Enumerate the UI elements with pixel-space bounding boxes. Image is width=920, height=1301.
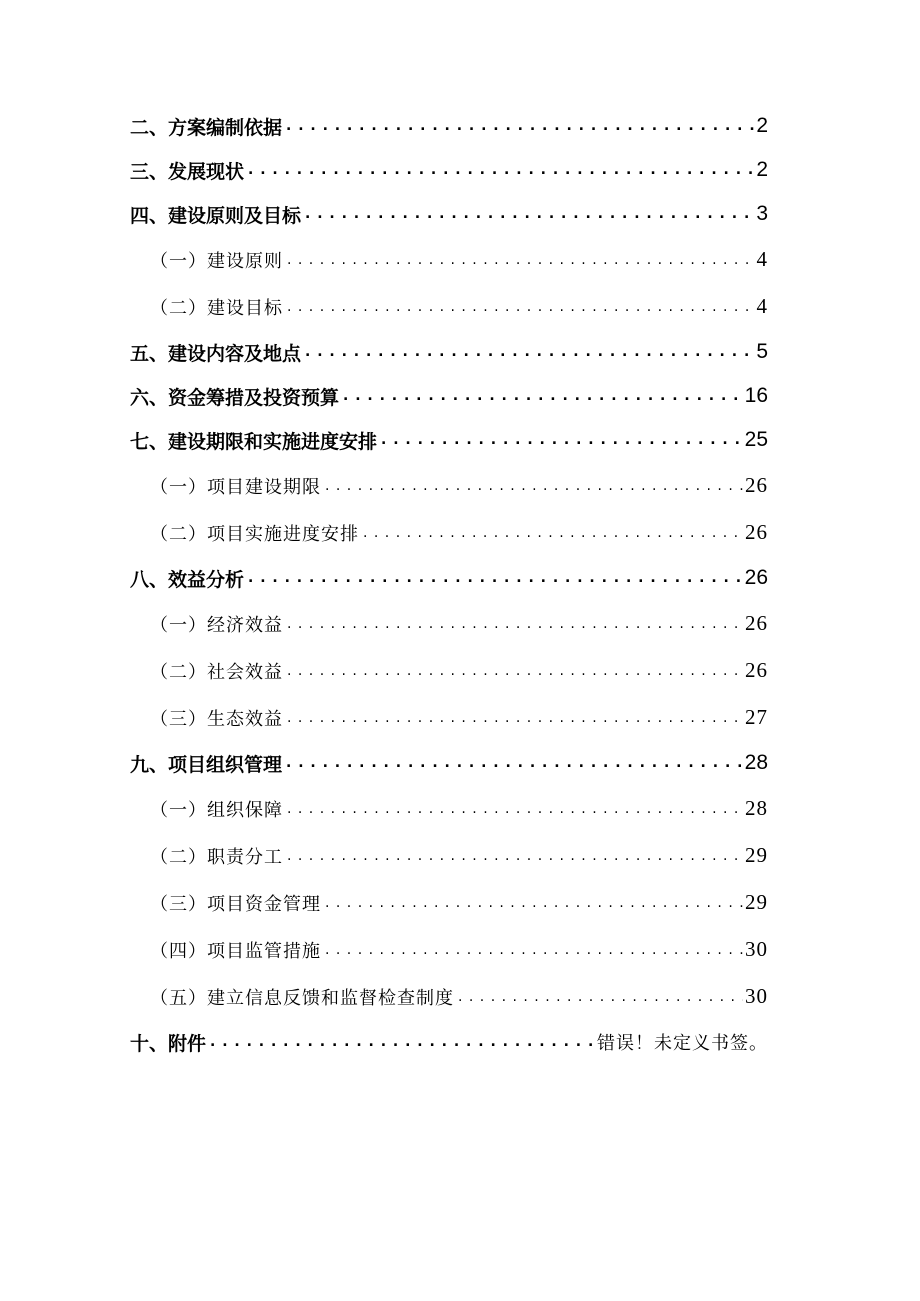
toc-entry-title: 十、附件 bbox=[130, 1029, 210, 1056]
toc-dot-leader bbox=[287, 300, 755, 314]
toc-entry-title: （二）项目实施进度安排 bbox=[150, 520, 363, 546]
toc-entry-title: （一）建设原则 bbox=[150, 247, 287, 273]
toc-entry-title: 二、方案编制依据 bbox=[130, 113, 286, 140]
toc-entry-title: 八、效益分析 bbox=[130, 565, 248, 592]
toc-entry-title: （五）建立信息反馈和监督检查制度 bbox=[150, 984, 458, 1010]
toc-subsection-entry[interactable] bbox=[130, 926, 768, 973]
toc-entry-title: （三）项目资金管理 bbox=[150, 890, 325, 916]
toc-entry-page-number: 26 bbox=[745, 473, 768, 497]
toc-entry-page-number: 29 bbox=[745, 843, 768, 867]
toc-entry-page-number: 26 bbox=[744, 566, 768, 589]
toc-section-entry[interactable] bbox=[130, 148, 768, 192]
toc-entry-title: （一）项目建设期限 bbox=[150, 473, 325, 499]
toc-dot-leader bbox=[287, 664, 743, 678]
toc-dot-leader bbox=[305, 207, 754, 221]
toc-dot-leader bbox=[305, 345, 754, 359]
toc-entry-page-number: 2 bbox=[756, 158, 768, 181]
toc-section-entry[interactable] bbox=[130, 418, 768, 462]
toc-subsection-entry[interactable] bbox=[130, 832, 768, 879]
toc-section-entry[interactable] bbox=[130, 1020, 768, 1064]
toc-entry-title: 九、项目组织管理 bbox=[130, 750, 286, 777]
toc-dot-leader bbox=[287, 617, 743, 631]
toc-dot-leader bbox=[325, 479, 743, 493]
toc-entry-page-number: 3 bbox=[756, 202, 768, 225]
toc-entry-page-number: 29 bbox=[745, 890, 768, 914]
toc-dot-leader bbox=[363, 526, 743, 540]
toc-dot-leader bbox=[286, 119, 754, 133]
toc-section-entry[interactable] bbox=[130, 192, 768, 236]
toc-dot-leader bbox=[458, 990, 743, 1004]
toc-entry-title: （二）社会效益 bbox=[150, 658, 287, 684]
toc-entry-page-number: 27 bbox=[745, 705, 768, 729]
toc-entry-title: （四）项目监管措施 bbox=[150, 937, 325, 963]
toc-dot-leader bbox=[325, 896, 743, 910]
toc-entry-page-number: 4 bbox=[756, 294, 768, 318]
toc-entry-title: （一）经济效益 bbox=[150, 611, 287, 637]
toc-entry-page-number: 30 bbox=[745, 984, 768, 1008]
table-of-contents bbox=[130, 104, 768, 1064]
toc-entry-page-number: 28 bbox=[744, 751, 768, 774]
toc-entry-title: （二）建设目标 bbox=[150, 294, 287, 320]
toc-entry-title: （三）生态效益 bbox=[150, 705, 287, 731]
toc-subsection-entry[interactable] bbox=[130, 600, 768, 647]
toc-dot-leader bbox=[287, 802, 743, 816]
toc-subsection-entry[interactable] bbox=[130, 647, 768, 694]
toc-dot-leader bbox=[343, 389, 743, 403]
toc-entry-page-number: 25 bbox=[744, 428, 768, 451]
toc-dot-leader bbox=[381, 433, 743, 447]
toc-subsection-entry[interactable] bbox=[130, 973, 768, 1020]
toc-section-entry[interactable] bbox=[130, 104, 768, 148]
toc-section-entry[interactable] bbox=[130, 374, 768, 418]
toc-entry-page-number: 26 bbox=[745, 658, 768, 682]
toc-subsection-entry[interactable] bbox=[130, 694, 768, 741]
toc-entry-title: （一）组织保障 bbox=[150, 796, 287, 822]
toc-subsection-entry[interactable] bbox=[130, 283, 768, 330]
toc-entry-title: 三、发展现状 bbox=[130, 157, 248, 184]
toc-dot-leader bbox=[287, 849, 743, 863]
toc-entry-page-number: 2 bbox=[756, 114, 768, 137]
toc-section-entry[interactable] bbox=[130, 330, 768, 374]
toc-dot-leader bbox=[248, 163, 754, 177]
toc-entry-title: 六、资金筹措及投资预算 bbox=[130, 383, 343, 410]
toc-entry-page-number: 16 bbox=[744, 384, 768, 407]
toc-subsection-entry[interactable] bbox=[130, 785, 768, 832]
toc-dot-leader bbox=[248, 571, 743, 585]
toc-subsection-entry[interactable] bbox=[130, 879, 768, 926]
toc-entry-page-number: 28 bbox=[745, 796, 768, 820]
toc-entry-page-number: 26 bbox=[745, 611, 768, 635]
toc-entry-title: （二）职责分工 bbox=[150, 843, 287, 869]
toc-dot-leader bbox=[286, 756, 743, 770]
toc-dot-leader bbox=[210, 1035, 595, 1049]
toc-dot-leader bbox=[287, 253, 755, 267]
toc-section-entry[interactable] bbox=[130, 556, 768, 600]
toc-entry-page-number: 错误！未定义书签。 bbox=[595, 1029, 768, 1055]
toc-entry-title: 四、建设原则及目标 bbox=[130, 201, 305, 228]
toc-subsection-entry[interactable] bbox=[130, 462, 768, 509]
toc-entry-page-number: 4 bbox=[756, 247, 768, 271]
toc-entry-page-number: 30 bbox=[745, 937, 768, 961]
toc-entry-title: 七、建设期限和实施进度安排 bbox=[130, 427, 381, 454]
toc-dot-leader bbox=[287, 711, 743, 725]
toc-entry-title: 五、建设内容及地点 bbox=[130, 339, 305, 366]
toc-entry-page-number: 5 bbox=[756, 340, 768, 363]
toc-entry-page-number: 26 bbox=[745, 520, 768, 544]
toc-section-entry[interactable] bbox=[130, 741, 768, 785]
toc-dot-leader bbox=[325, 943, 743, 957]
toc-subsection-entry[interactable] bbox=[130, 236, 768, 283]
toc-subsection-entry[interactable] bbox=[130, 509, 768, 556]
